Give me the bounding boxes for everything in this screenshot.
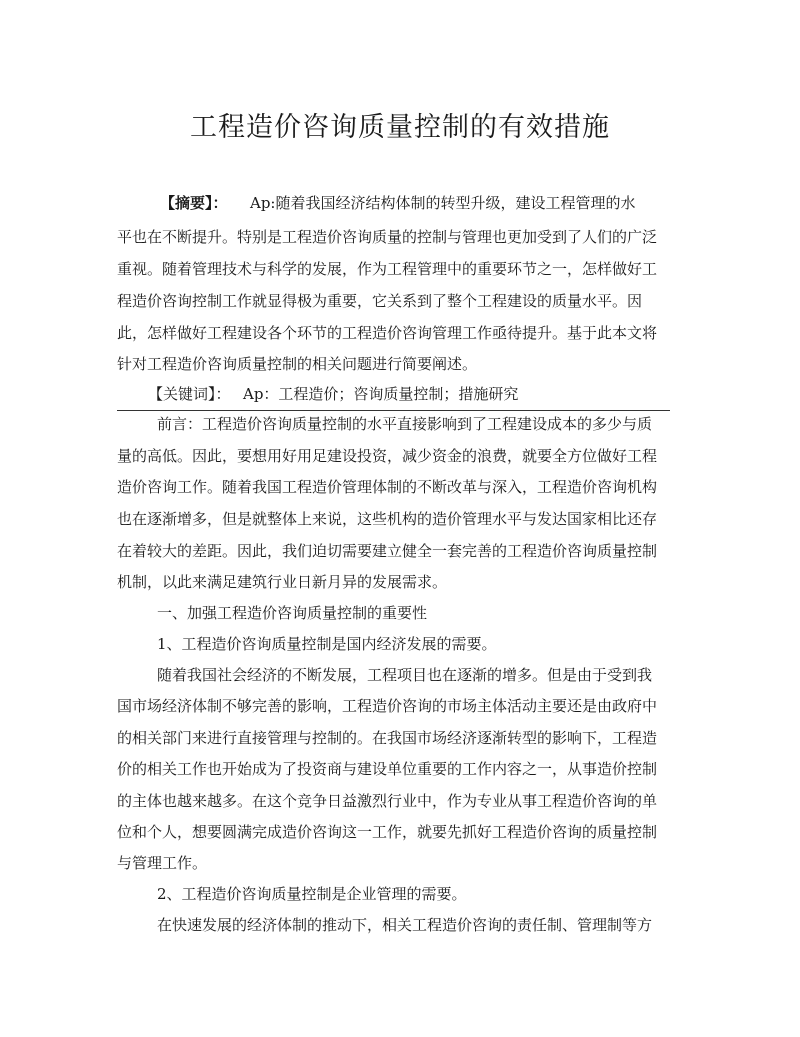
abstract-line: 平也在不断提升。特别是工程造价咨询质量的控制与管理也更加受到了人们的广泛	[117, 228, 658, 246]
body-line: 随着我国社会经济的不断发展，工程项目也在逐渐的增多。但是由于受到我	[157, 666, 653, 684]
abstract-line: Ap:随着我国经济结构体制的转型升级，建设工程管理的水	[250, 194, 636, 212]
body-line: 价的相关工作也开始成为了投资商与建设单位重要的工作内容之一，从事造价控制	[117, 760, 658, 778]
body-line: 国市场经济体制不够完善的影响，工程造价咨询的市场主体活动主要还是由政府中	[117, 697, 658, 715]
body-line: 位和个人，想要圆满完成造价咨询这一工作，就要先抓好工程造价咨询的质量控制	[117, 823, 658, 841]
body-line: 机制，以此来满足建筑行业日新月异的发展需求。	[117, 573, 448, 591]
abstract-line: 程造价咨询控制工作就显得极为重要，它关系到了整个工程建设的质量水平。因	[117, 292, 643, 310]
keywords-text: Ap：工程造价；咨询质量控制；措施研究	[243, 385, 519, 403]
abstract-line: 此，怎样做好工程建设各个环节的工程造价咨询管理工作亟待提升。基于此本文将	[117, 324, 658, 342]
abstract-line: 针对工程造价咨询质量控制的相关问题进行简要阐述。	[117, 355, 478, 373]
subsection-heading: 2、工程造价咨询质量控制是企业管理的需要。	[157, 885, 467, 903]
body-line: 也在逐渐增多，但是就整体上来说，这些机构的造价管理水平与发达国家相比还存	[117, 510, 658, 528]
keywords-label: 【关键词】：	[148, 385, 231, 403]
body-line: 的主体也越来越多。在这个竞争日益激烈行业中，作为专业从事工程造价咨询的单	[117, 792, 658, 810]
abstract-label: 【摘要】：	[160, 194, 228, 212]
body-line: 前言：工程造价咨询质量控制的水平直接影响到了工程建设成本的多少与质	[157, 415, 653, 433]
body-line: 与管理工作。	[117, 854, 208, 872]
body-line: 的相关部门来进行直接管理与控制的。在我国市场经济逐渐转型的影响下，工程造	[117, 729, 658, 747]
body-line: 在着较大的差距。因此，我们迫切需要建立健全一套完善的工程造价咨询质量控制	[117, 542, 658, 560]
body-line: 量的高低。因此，要想用好用足建设投资，减少资金的浪费，就要全方位做好工程	[117, 447, 658, 465]
subsection-heading: 1、工程造价咨询质量控制是国内经济发展的需要。	[157, 635, 497, 653]
abstract-line: 重视。随着管理技术与科学的发展，作为工程管理中的重要环节之一，怎样做好工	[117, 260, 658, 278]
divider-line	[117, 410, 670, 411]
body-line: 在快速发展的经济体制的推动下，相关工程造价咨询的责任制、管理制等方	[157, 916, 653, 934]
document-title: 工程造价咨询质量控制的有效措施	[190, 112, 610, 143]
body-line: 造价咨询工作。随着我国工程造价管理体制的不断改革与深入，工程造价咨询机构	[117, 478, 658, 496]
section-heading: 一、加强工程造价咨询质量控制的重要性	[157, 604, 428, 622]
